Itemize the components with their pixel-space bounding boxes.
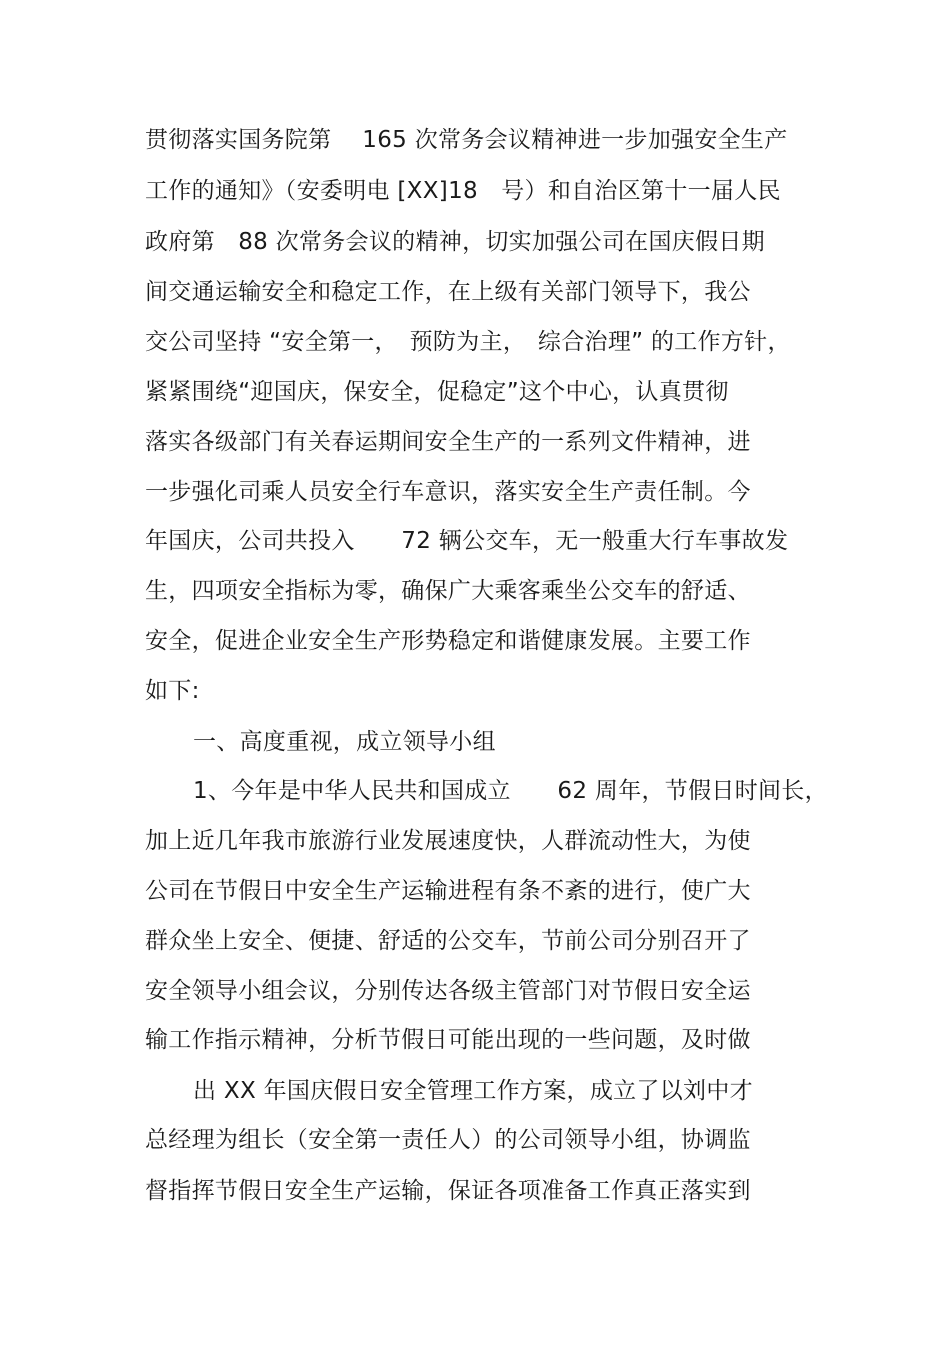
paragraph-line: 落实各级部门有关春运期间安全生产的一系列文件精神，进 — [145, 429, 751, 455]
paragraph-line: 加上近几年我市旅游行业发展速度快，人群流动性大，为使 — [145, 828, 751, 854]
paragraph-line: 安全领导小组会议，分别传达各级主管部门对节假日安全运 — [145, 978, 751, 1004]
paragraph-line: 政府第 88 次常务会议的精神，切实加强公司在国庆假日期 — [145, 229, 765, 255]
paragraph-line: 如下: — [145, 678, 200, 704]
paragraph-line: 群众坐上安全、便捷、舒适的公交车，节前公司分别召开了 — [145, 928, 751, 954]
paragraph-line: 输工作指示精神，分析节假日可能出现的一些问题，及时做 — [145, 1027, 751, 1053]
paragraph-line: 公司在节假日中安全生产运输进程有条不紊的进行，使广大 — [145, 878, 751, 904]
paragraph-line: 1、今年是中华人民共和国成立 62 周年，节假日时间长， — [193, 778, 828, 804]
paragraph-line: 生，四项安全指标为零，确保广大乘客乘坐公交车的舒适、 — [145, 578, 751, 604]
paragraph-line: 间交通运输安全和稳定工作，在上级有关部门领导下，我公 — [145, 279, 751, 305]
paragraph-line: 一步强化司乘人员安全行车意识，落实安全生产责任制。今 — [145, 479, 751, 505]
paragraph-line: 紧紧围绕“迎国庆，保安全，促稳定”这个中心，认真贯彻 — [145, 379, 729, 405]
paragraph-line: 安全，促进企业安全生产形势稳定和谐健康发展。主要工作 — [145, 628, 751, 654]
paragraph-line: 贯彻落实国务院第 165 次常务会议精神进一步加强安全生产 — [145, 127, 788, 153]
paragraph-line: 年国庆，公司共投入 72 辆公交车，无一般重大行车事故发 — [145, 528, 789, 554]
paragraph-line: 总经理为组长（安全第一责任人）的公司领导小组，协调监 — [145, 1127, 751, 1153]
section-heading: 一、高度重视，成立领导小组 — [193, 729, 496, 755]
paragraph-line: 工作的通知》（安委明电 [XX]18 号）和自治区第十一届人民 — [145, 178, 781, 204]
paragraph-line: 督指挥节假日安全生产运输，保证各项准备工作真正落实到 — [145, 1178, 751, 1204]
paragraph-line: 出 XX 年国庆假日安全管理工作方案，成立了以刘中才 — [193, 1078, 753, 1104]
paragraph-line: 交公司坚持 “安全第一， 预防为主， 综合治理” 的工作方针， — [145, 329, 791, 355]
